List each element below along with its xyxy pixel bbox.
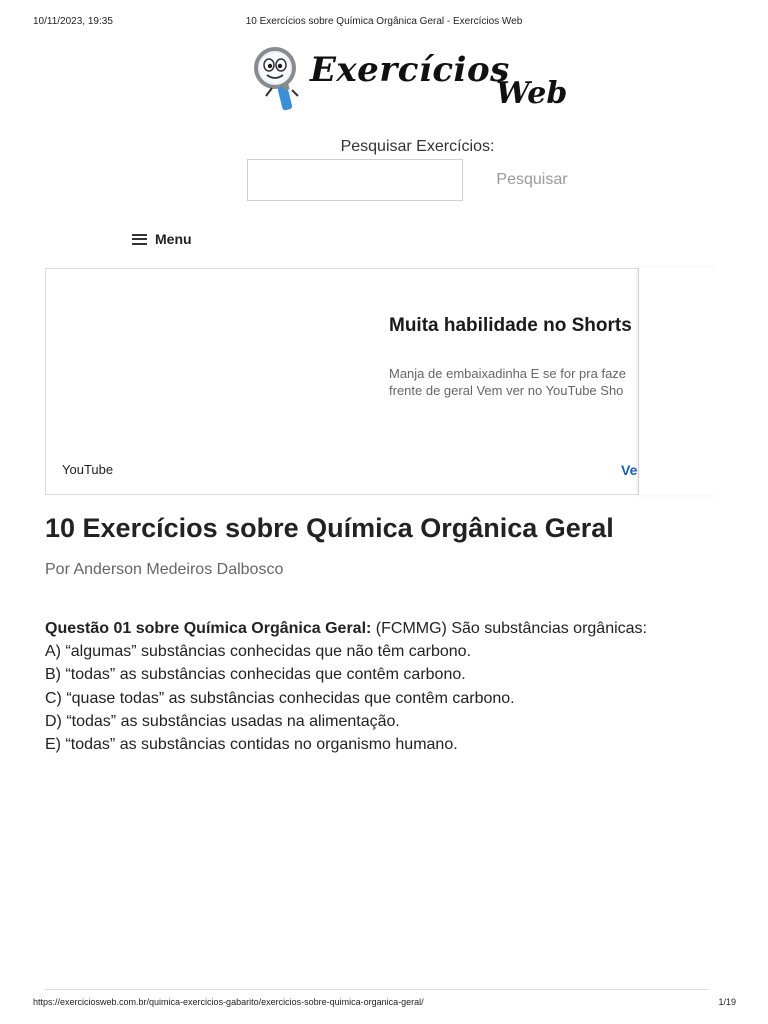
magnifier-mascot-icon [254,44,304,114]
youtube-embed-card[interactable] [45,268,639,495]
question-block [45,617,647,756]
embed-description [389,365,626,399]
logo-word-exercicios: Exercícios [310,50,510,90]
question-option-a: A) “algumas” substâncias conhecidas que não têm carbono. [45,643,472,661]
embed-watch-link[interactable]: Ve [621,462,638,478]
search-label: Pesquisar Exercícios: [340,138,495,155]
article-byline: Por Anderson Medeiros Dalbosco [45,561,284,578]
question-label: Questão 01 sobre Química Orgânica Geral: [45,620,372,637]
logo-word-web: Web [496,76,568,111]
embed-description-line: Manja de embaixadinha E se for pra faze [389,366,627,381]
print-doc-title: 10 Exercícios sobre Química Orgânica Geral - Exercícios Web [245,16,523,27]
question-prompt: (FCMMG) São substâncias orgânicas: [371,620,647,637]
search-input[interactable] [247,159,463,201]
search-button[interactable]: Pesquisar [480,160,584,200]
question-option-d: D) “todas” as substâncias usadas na alimentação. [45,712,400,730]
embed-title: Muita habilidade no Shorts [389,315,632,336]
print-url: https://exerciciosweb.com.br/quimica-exercicios-gabarito/exercicios-sobre-quimica-organica-geral/ [33,997,424,1007]
question-option-c: C) “quase todas” as substâncias conhecidas que contêm carbono. [45,689,515,707]
question-heading [45,617,647,640]
footer-divider [45,989,709,990]
embed-description-line: frente de geral Vem ver no YouTube Sho [389,383,624,398]
menu-toggle[interactable] [132,231,192,247]
print-date: 10/11/2023, 19:35 [33,16,113,27]
hamburger-icon [132,234,147,245]
question-option-b: B) “todas” as substâncias conhecidas que contêm carbono. [45,666,466,684]
menu-label: Menu [155,231,192,247]
print-page-number: 1/19 [718,997,736,1007]
embed-overflow-fade [639,268,719,495]
site-logo[interactable] [254,44,584,116]
article-title: 10 Exercícios sobre Química Orgânica Geral [45,513,614,543]
embed-source: YouTube [62,462,114,477]
question-option-e: E) “todas” as substâncias contidas no organismo humano. [45,736,458,754]
